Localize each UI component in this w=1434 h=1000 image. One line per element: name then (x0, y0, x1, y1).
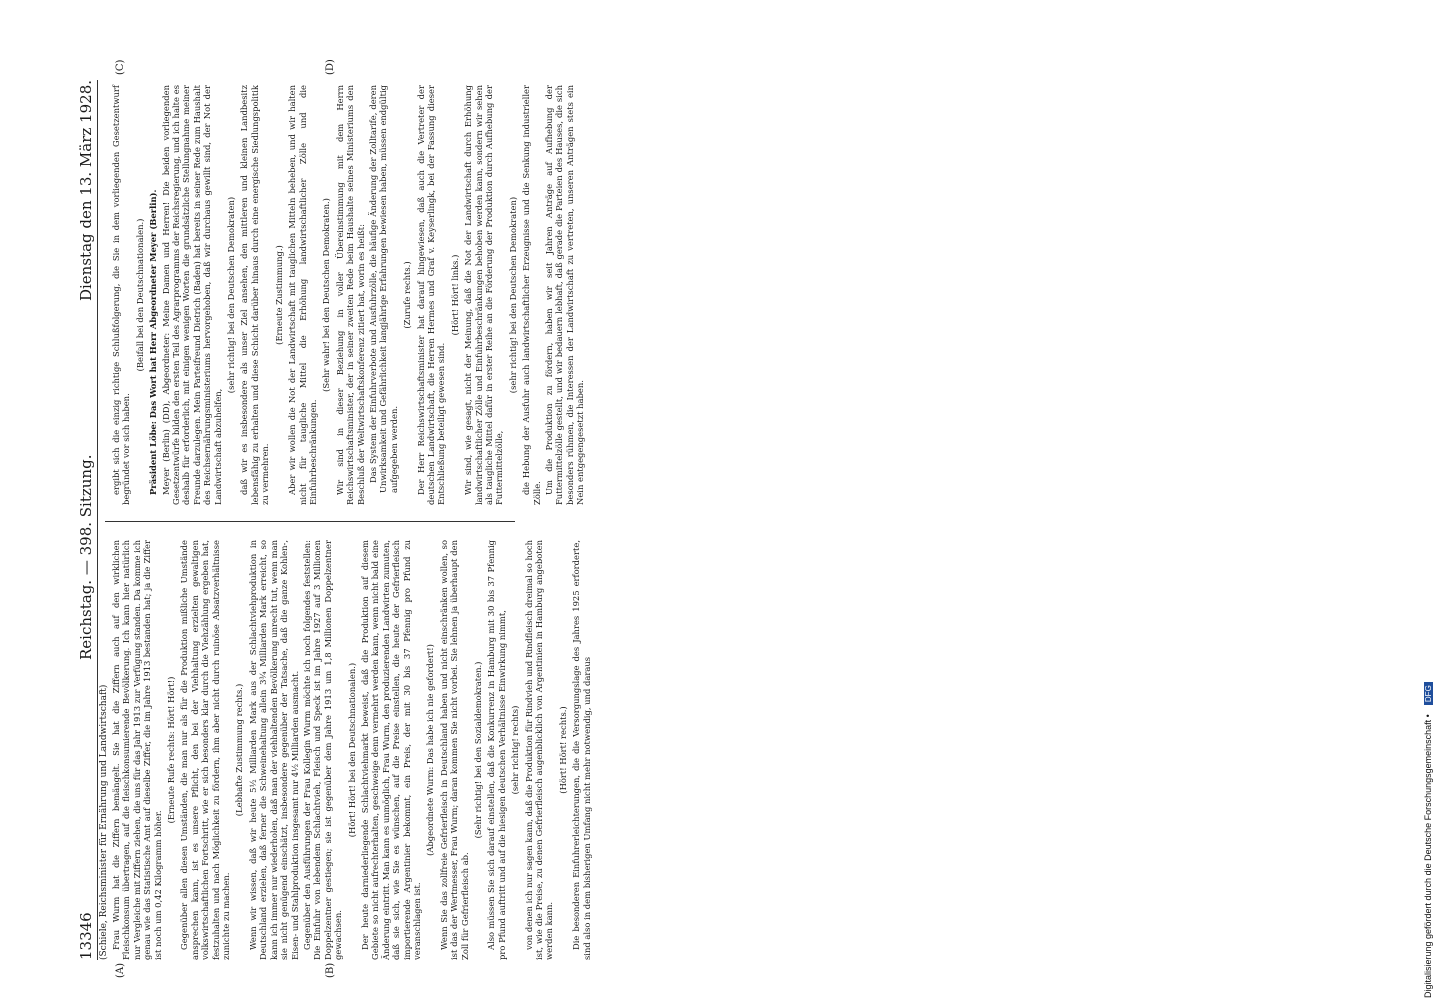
paragraph: Wir sind in dieser Beziehung in voller Übereinstimmung mit dem Herrn Reichswirtschaftsminister, der in seiner zweiten Rede beim Haushalte seines Ministeriums den Beschluß der Weltwirtschaftskonferenz zitiert hat, worin es heißt: (334, 85, 366, 505)
quotation: Das System der Einfuhrverbote und Ausfuhrzölle, die häufige Änderung der Zolltarife, deren Unwirksamkeit und Gefährlichkeit langjährige Erfahrungen bewiesen haben, müssen endgültig aufgegeben werden. (367, 85, 399, 493)
column-divider (105, 521, 515, 522)
paragraph: Wenn wir wissen, daß wir heute 5½ Milliarden Mark aus der Schlachtviehproduktion in Deutschland erzielen, daß ferner die Schweinehaltung allein 3¾ Milliarden Mark erreicht, so kann ich immer nur wiederholen, daß man der viehhaltenden Bevölkerung unrecht tut, wenn man sie nicht genügend einschätzt, insbesondere gegenüber der Tatsache, daß die ganze Kohlen-, Eisen- und Stahlproduktion insgesamt nur 4½ Milliarden ausmacht. (247, 540, 300, 960)
speaker-subheader: (Schiele, Reichsminister für Ernährung und Landwirtschaft) (99, 684, 109, 960)
marker-a: (A) (115, 962, 126, 978)
paragraph: Der Herr Reichswirtschaftsminister hat darauf hingewiesen, daß auch die Vertreter der deutschen Landwirtschaft, die Herren Hermes und Graf v. Keyserlingk, bei der Fassung dieser Entschließung beteiligt gewesen sind. (415, 85, 447, 505)
interjection: (sehr richtig! bei den Deutschen Demokraten) (507, 196, 518, 394)
digitization-note (1416, 38, 1434, 998)
right-column (111, 85, 588, 505)
paragraph: Also müssen Sie sich darauf einstellen, daß die Konkurrenz in Hamburg mit 30 bis 37 Pfennig pro Pfund auftritt und auf die hiesigen deutschen Verhältnisse Einwirkung nimmt, (486, 540, 507, 960)
paragraph: ergibt sich die einzig richtige Schlußfolgerung, die Sie in dem vorliegenden Gesetzentwurf begründet vor sich haben. (111, 85, 132, 505)
interjection: (Hört! Hört! links.) (449, 254, 460, 336)
dfg-logo: DFG (1424, 682, 1433, 705)
interjection: (Lebhafte Zustimmung rechts.) (234, 683, 245, 817)
interjection: (Abgeordnete Wurm: Das habe ich nie gefordert!) (425, 644, 436, 856)
page-number: 13346 (77, 912, 95, 960)
interjection: (sehr richtig! rechts) (510, 705, 521, 795)
interjection: (Sehr wahr! bei den Deutschen Demokraten.) (321, 198, 332, 392)
paragraph: von denen ich nur sagen kann, daß die Produktion für Rindvieh und Rindfleisch dreimal so hoch ist, wie die Preise, zu denen Gefrierfleisch augenblicklich von Argentinien in Hamburg angeboten werden kann. (523, 540, 555, 960)
marker-d: (D) (325, 59, 336, 75)
interjection: (Zurufe rechts.) (402, 261, 413, 329)
interjection: (Beifall bei den Deutschnationalen.) (134, 218, 145, 372)
paragraph: Der heute darniederliegende Schlachtviehmarkt beweist, daß die Produktion auf diesem Gebiete so nicht aufrechterhalten, geschweige denn vermehrt werden kann, wenn nicht bald eine Änderung eintritt. Man kann es unmöglich, Frau Wurm, den produzierenden Landwirten zumuten, daß sie sich, wie Sie es wünschen, auf die Preise einstellen, die heute der Gefrierfleisch importierende Argentinier bekommt, ein Preis, der mit 30 bis 37 Pfennig pro Pfund zu veranschlagen ist. (359, 540, 422, 960)
header-center: Reichstag. — 398. Sitzung. (77, 454, 95, 660)
interjection: (Hört! Hört! rechts.) (557, 706, 568, 794)
interjection: (sehr richtig! bei den Deutschen Demokraten) (226, 196, 237, 394)
paragraph: Frau Wurm hat die Ziffern bemängelt. Sie hat die Ziffern auch auf den wirklichen Fleischkonsum übertragen, auf die fleischkonsumierende Bevölkerung. Ich kann hier natürlich nur Vergleiche mit Ziffern ziehen, die uns für das Jahr 1913 zur Verfügung standen. Da komme ich genau wie das Statistische Amt auf dieselbe Ziffer, die im Jahre 1913 bestanden hat; ja die Ziffer ist noch um 0,42 Kilogramm höher. (111, 540, 163, 960)
digitization-text: Digitalisierung gefördert durch die Deutsche Forschungsgemeinschaft • (1423, 714, 1433, 998)
paragraph: Gegenüber den Ausführungen der Frau Kollegin Wurm möchte ich noch folgendes feststellen: Die Einfuhr von lebendem Schlachtvieh, Fleisch und Speck ist im Jahre 1927 auf 3 Millionen Doppelzentner gestiegen; sie ist gegenüber dem Jahre 1913 um 1,8 Millionen Doppelzentner gewachsen. (301, 540, 344, 960)
speaker-paragraph: Präsident Löbe: Das Wort hat Herr Abgeordneter Meyer (Berlin). (148, 189, 159, 495)
marker-b: (B) (325, 962, 336, 978)
paragraph: Wenn Sie das zollfreie Gefrierfleisch in Deutschland haben und nicht einschränken wollen, so ist das der Wertmesser, Frau Wurm; daran kommen Sie nicht vorbei. Sie lehnen ja überhaupt den Zoll für Gefrierfleisch ab. (438, 540, 470, 960)
paragraph: Gegenüber allen diesen Umständen, die man nur als für die Produktion mißliche Umstände ansprechen kann, ist es unsere Pflicht, den bei der Viehhaltung erzielten gewaltigen volkswirtschaftlichen Fortschritt, wie er sich besonders klar durch die Viehzählung ergeben hat, festzuhalten und nach Möglichkeit zu fördern, ihm aber nicht durch ruinöse Absatzverhältnisse zunichte zu machen. (179, 540, 232, 960)
interjection: (Erneute Rufe rechts: Hört! Hört!) (166, 676, 177, 824)
interjection: (Erneute Zustimmung.) (273, 245, 284, 345)
interjection: (Sehr richtig! bei den Sozialdemokraten.) (473, 661, 483, 839)
paragraph: Wir sind, wie gesagt, nicht der Meinung, daß die Not der Landwirtschaft durch Erhöhung landwirtschaftlicher Zölle und Einfuhrbeschränkungen behoben werden kann, sondern wir sehen als taugliche Mittel dafür in erster Reihe an die Förderung der Produktion durch Aufhebung der Futtermittelzölle, (463, 85, 505, 505)
paragraph: Aber wir wollen die Not der Landwirtschaft mit tauglichen Mitteln beheben, und wir halten nicht für taugliche Mittel die Erhöhung landwirtschaftlicher Zölle und die Einfuhrbeschränkungen. (287, 85, 318, 505)
paragraph: die Hebung der Ausfuhr auch landwirtschaftlicher Erzeugnisse und die Senkung industrieller Zölle. (521, 85, 542, 505)
paragraph: Meyer (Berlin) (DD), Abgeordneter: Meine Damen und Herren! Die beiden vorliegenden Gesetzentwürfe bilden den ersten Teil des Agrarprogramms der Reichsregierung, und ich halte es deshalb für erforderlich, mit einigen wenigen Worten die grundsätzliche Stellungnahme meiner Freunde darzulegen. Mein Parteifreund Dietrich (Baden) hat bereits in seiner Rede zum Haushalt des Reichsernährungsministeriums hervorgehoben, daß wir durchaus gewillt sind, der Not der Landwirtschaft abzuhelfen, (160, 85, 223, 505)
paragraph: Um die Produktion zu fördern, haben wir seit Jahren Anträge auf Aufhebung der Futtermittelzölle gestellt, und wir bedauern lebhaft, daß gerade die Parteien des Hauses, die sich besonders rühmen, die Interessen der Landwirtschaft zu vertreten, unseren Anträgen stets ein Nein entgegengesetzt haben. (544, 85, 586, 505)
paragraph: daß wir es insbesondere als unser Ziel ansehen, den mittleren und kleinen Landbesitz lebensfähig zu erhalten und diese Schicht darüber hinaus durch eine energische Siedlungspolitik zu vermehren. (239, 85, 271, 505)
page-header (75, 80, 98, 960)
header-date: Dienstag den 13. März 1928. (77, 80, 95, 302)
marker-c: (C) (115, 59, 126, 75)
rotated-page (75, 59, 1405, 978)
left-column (111, 540, 594, 960)
paragraph: Die besonderen Einfuhrerleichterungen, die die Versorgungslage des Jahres 1925 erforderte, sind also in dem bisherigen Umfang nicht mehr notwendig, und daraus (571, 540, 592, 960)
interjection: (Hört! Hört! bei den Deutschnationalen.) (346, 662, 357, 838)
